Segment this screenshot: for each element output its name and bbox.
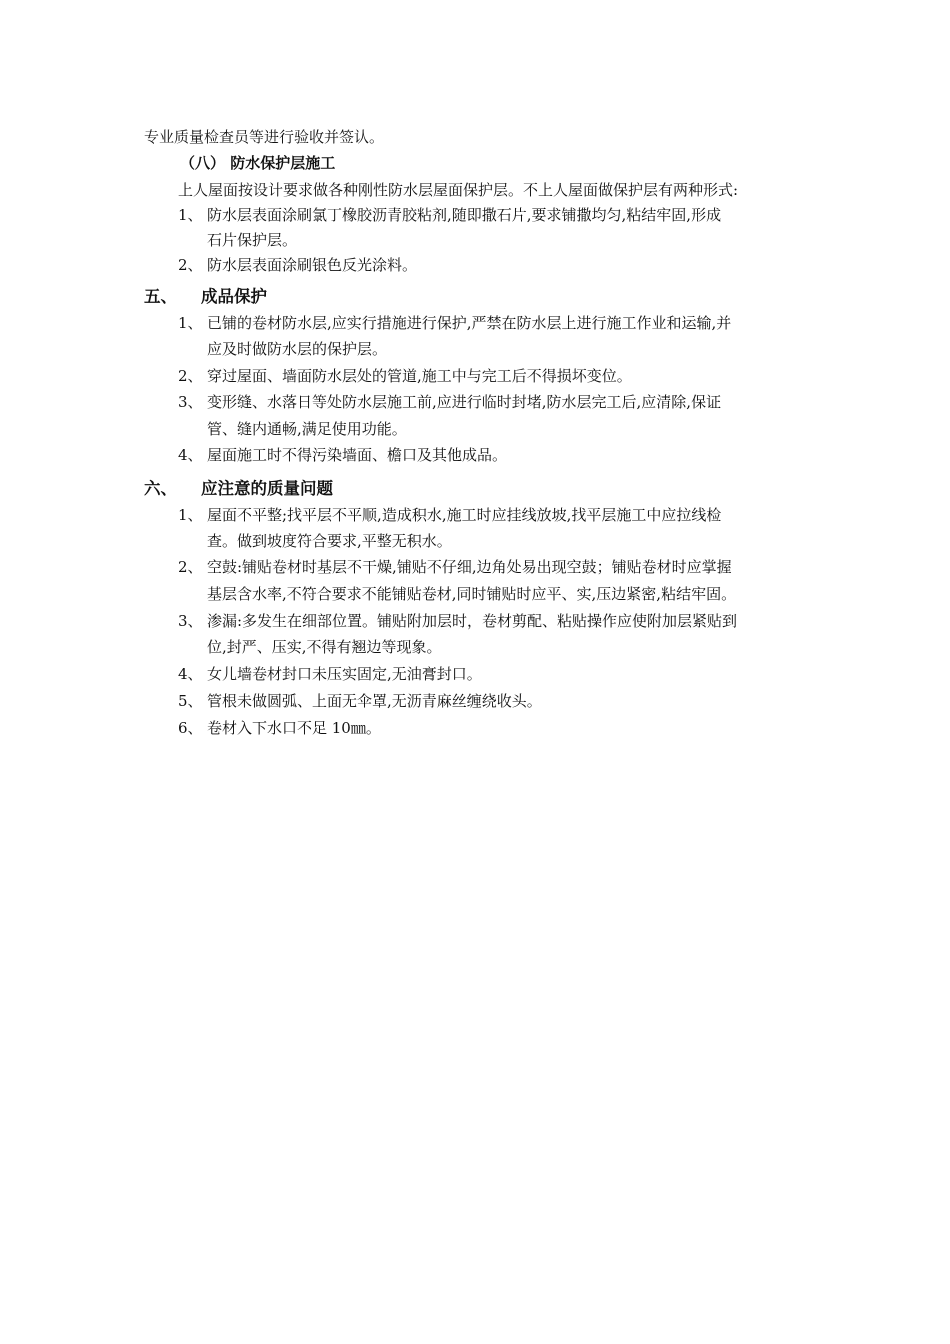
section6-item-4-num: 4、 bbox=[178, 665, 203, 683]
section8-item-1-num: 1、 bbox=[178, 206, 203, 224]
section8-title: （八） 防水保护层施工 bbox=[180, 154, 336, 172]
section5-number: 五、 bbox=[144, 287, 177, 306]
section5-item-3-line1: 变形缝、水落日等处防水层施工前,应进行临时封堵,防水层完工后,应清除,保证 bbox=[207, 393, 722, 411]
section6-item-1-line1: 屋面不平整;找平层不平顺,造成积水,施工时应挂线放坡,找平层施工中应拉线检 bbox=[207, 506, 722, 524]
section6-item-6-num: 6、 bbox=[178, 719, 203, 737]
section5-title: 成品保护 bbox=[201, 287, 267, 306]
section6-item-3-line2: 位,封严、压实,不得有翘边等现象。 bbox=[207, 638, 442, 656]
section6-number: 六、 bbox=[144, 479, 177, 498]
section8-intro: 上人屋面按设计要求做各种刚性防水层屋面保护层。不上人屋面做保护层有两种形式: bbox=[178, 181, 739, 199]
section6-item-5-line1: 管根未做圆弧、上面无伞罩,无沥青麻丝缠绕收头。 bbox=[207, 692, 542, 710]
section6-item-1-num: 1、 bbox=[178, 506, 203, 524]
section6-item-4-line1: 女儿墙卷材封口未压实固定,无油膏封口。 bbox=[207, 665, 482, 683]
section5-item-1-line2: 应及时做防水层的保护层。 bbox=[207, 340, 388, 358]
section5-item-2-num: 2、 bbox=[178, 367, 203, 385]
intro-line: 专业质量检查员等进行验收并签认。 bbox=[144, 128, 385, 146]
section6-item-2-line2: 基层含水率,不符合要求不能铺贴卷材,同时铺贴时应平、实,压边紧密,粘结牢固。 bbox=[207, 585, 737, 603]
section6-item-1-line2: 查。做到坡度符合要求,平整无积水。 bbox=[207, 532, 452, 550]
section6-item-2-line1: 空鼓:铺贴卷材时基层不干燥,铺贴不仔细,边角处易出现空鼓；铺贴卷材时应掌握 bbox=[207, 558, 732, 576]
section5-item-4-num: 4、 bbox=[178, 446, 203, 464]
section6-item-3-num: 3、 bbox=[178, 612, 203, 630]
section8-item-1-line2: 石片保护层。 bbox=[207, 231, 298, 249]
section5-item-4-line1: 屋面施工时不得污染墙面、檐口及其他成品。 bbox=[207, 446, 508, 464]
section5-item-2-line1: 穿过屋面、墙面防水层处的管道,施工中与完工后不得损坏变位。 bbox=[207, 367, 632, 385]
section5-item-3-line2: 管、缝内通畅,满足使用功能。 bbox=[207, 420, 407, 438]
section6-title: 应注意的质量问题 bbox=[201, 479, 333, 498]
section8-item-2-num: 2、 bbox=[178, 256, 203, 274]
section5-item-1-num: 1、 bbox=[178, 314, 203, 332]
section8-item-1-line1: 防水层表面涂刷氯丁橡胶沥青胶粘剂,随即撒石片,要求铺撒均匀,粘结牢固,形成 bbox=[207, 206, 722, 224]
section5-item-1-line1: 已铺的卷材防水层,应实行措施进行保护,严禁在防水层上进行施工作业和运输,并 bbox=[207, 314, 732, 332]
section6-item-3-line1: 渗漏:多发生在细部位置。铺贴附加层时，卷材剪配、粘贴操作应使附加层紧贴到 bbox=[207, 612, 738, 630]
section6-item-2-num: 2、 bbox=[178, 558, 203, 576]
section6-item-5-num: 5、 bbox=[178, 692, 203, 710]
section8-item-2-line1: 防水层表面涂刷银色反光涂料。 bbox=[207, 256, 418, 274]
section5-item-3-num: 3、 bbox=[178, 393, 203, 411]
section6-item-6-line1: 卷材入下水口不足 10㎜。 bbox=[207, 719, 381, 737]
